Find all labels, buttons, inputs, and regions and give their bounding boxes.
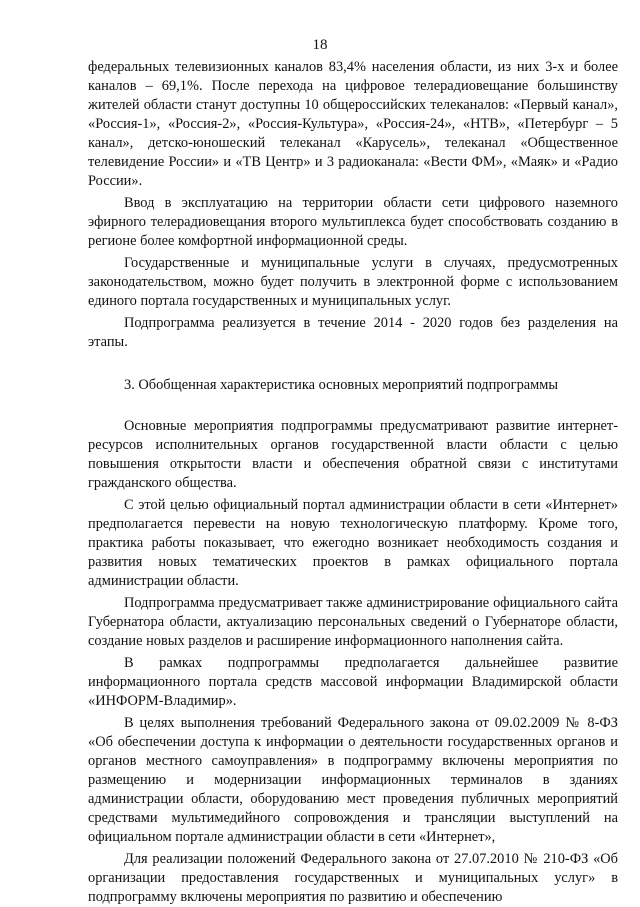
paragraph-tv-coverage: федеральных телевизионных каналов 83,4% населения области, из них 3-х и более каналов – 69,1%. После перехода на цифровое телерадиовещание большинству жителей области станут доступны 10 общероссийских телеканалов: «Первый канал», «Россия-1», «Россия-2», «Россия-Культура», «Россия-24», «НТВ», «Петербург – 5 канал», детско-юношеский телеканал «Карусель», телеканал «Общественное телевидение России» и «ТВ Центр» и 3 радиоканала: «Вести ФМ», «Маяк» и «Радио России». bbox=[88, 59, 618, 189]
paragraph-federal-law-210fz: Для реализации положений Федерального закона от 27.07.2010 № 210-ФЗ «Об организации предоставления государственных и муниципальных услуг» в подпрограмму включены мероприятия по развитию и обеспечению bbox=[88, 851, 618, 905]
document-body bbox=[88, 58, 618, 907]
paragraph-program-period: Подпрограмма реализуется в течение 2014 - 2020 годов без разделения на этапы. bbox=[88, 315, 618, 350]
paragraph-main-activities: Основные мероприятия подпрограммы предусматривают развитие интернет-ресурсов исполнительных органов государственной власти области с целью повышения открытости власти и обеспечения обратной связи с институтами гражданского общества. bbox=[88, 418, 618, 491]
paragraph-inform-vladimir: В рамках подпрограммы предполагается дальнейшее развитие информационного портала средств массовой информации Владимирской области «ИНФОРМ-Владимир». bbox=[88, 655, 618, 709]
paragraph-official-portal: С этой целью официальный портал администрации области в сети «Интернет» предполагается перевести на новую технологическую платформу. Кроме того, практика работы показывает, что ежегодно возникает необходимость создания и развития новых тематических проектов в рамках официального портала администрации области. bbox=[88, 497, 618, 589]
page-number: 18 bbox=[312, 37, 328, 53]
paragraph-governor-site: Подпрограмма предусматривает также администрирование официального сайта Губернатора области, актуализацию персональных сведений о Губернаторе области, создание новых разделов и расширение информационного наполнения сайта. bbox=[88, 595, 618, 649]
paragraph-federal-law-8fz: В целях выполнения требований Федерального закона от 09.02.2009 № 8-ФЗ «Об обеспечении доступа к информации о деятельности государственных органов и органов местного самоуправления» в подпрограмму включены мероприятия по размещению и модернизации информационных терминалов в зданиях администрации области, оборудованию мест проведения публичных мероприятий средствами мультимедийного сопровождения и трансляции выступлений на официальном портале администрации области в сети «Интернет», bbox=[88, 715, 618, 845]
paragraph-public-services: Государственные и муниципальные услуги в случаях, предусмотренных законодательством, можно будет получить в электронной форме с использованием единого портала государственных и муниципальных услуг. bbox=[88, 255, 618, 309]
paragraph-digital-multiplex: Ввод в эксплуатацию на территории области сети цифрового наземного эфирного телерадиовещания второго мультиплекса будет способствовать созданию в регионе более комфортной информационной среды. bbox=[88, 195, 618, 249]
section-heading: 3. Обобщенная характеристика основных мероприятий подпрограммы bbox=[124, 377, 559, 393]
